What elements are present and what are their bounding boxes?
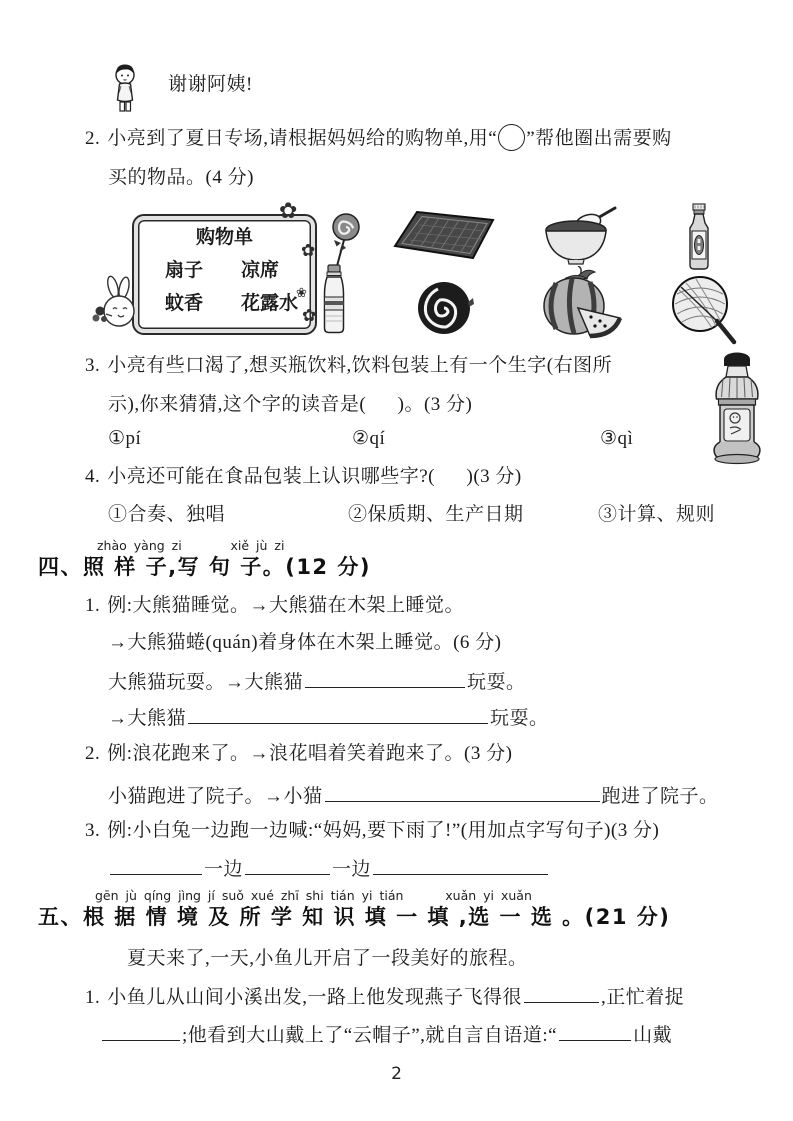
section-4-pinyin: zhào yàng zi xiě jù zi (97, 538, 285, 553)
section-4-q1-example-2: →大熊猫蜷(quán)着身体在木架上睡觉。(6 分) (108, 632, 502, 653)
flower-icon: ✿ (279, 199, 298, 224)
question-3-option-3: ③qì (600, 428, 634, 449)
answer-blank (325, 782, 600, 802)
soup-bowl-image (538, 204, 622, 268)
section-5-q1-line-1: 1. 小鱼儿从山间小溪出发,一路上他发现燕子飞得很 ,正忙着捉 (85, 983, 684, 1011)
question-3-option-2: ②qí (352, 428, 386, 449)
round-fan-image (670, 274, 738, 346)
shopping-item-fan: 扇子 (165, 260, 204, 281)
shopping-item-floral-water: 花露水 (241, 293, 299, 314)
flower-icon: ❀ (296, 286, 307, 301)
mosquito-coil-image (414, 278, 476, 340)
question-3-number: 3. (85, 355, 101, 376)
question-3-line-2: 示),你来猜猜,这个字的读音是( )。(3 分) (108, 394, 473, 415)
question-3-text: 小亮有些口渴了,想买瓶饮料,饮料包装上有一个生字(右图所 (107, 355, 613, 376)
shopping-list-title: 购物单 (195, 227, 253, 248)
section-4-q1-number: 1. (85, 595, 101, 616)
question-4-line-1 (85, 464, 522, 490)
answer-blank (373, 855, 548, 875)
question-4-option-1: ①合奏、独唱 (108, 504, 226, 525)
question-4-number: 4. (85, 466, 101, 487)
answer-blank (559, 1021, 631, 1041)
soda-bottle-image (694, 350, 780, 468)
question-4-option-2: ②保质期、生产日期 (348, 504, 524, 525)
question-3-line-1 (85, 353, 612, 379)
answer-blank (524, 983, 599, 1003)
shopping-list-board (134, 216, 315, 333)
section-4-q3-fill: 一边 一边 (108, 855, 550, 883)
circle-mark-icon (498, 124, 525, 151)
page-number: 2 (391, 1064, 402, 1084)
question-4-option-3: ③计算、规则 (598, 504, 716, 525)
answer-blank (102, 1021, 180, 1041)
section-4-q2-fill: 小猫跑进了院子。→小猫 跑进了院子。 (108, 782, 719, 810)
question-2-text-pre: 小亮到了夏日专场,请根据妈妈给的购物单,用“ (107, 128, 498, 149)
question-2-line-2: 买的物品。(4 分) (108, 167, 254, 188)
dialogue-text: 谢谢阿姨! (168, 74, 253, 95)
section-4-q1-fill-1: 大熊猫玩耍。→大熊猫 玩耍。 (108, 668, 526, 696)
sauce-bottle-image (684, 203, 714, 271)
answer-blank (188, 704, 488, 724)
section-4-q1-example-1: 1. 例:大熊猫睡觉。→大熊猫在木架上睡觉。 (85, 593, 464, 619)
section-5-pinyin: gēn jù qíng jìng jí suǒ xué zhī shi tián yi tián xuǎn yi xuǎn (95, 888, 532, 903)
flower-icon: ✿ (301, 241, 316, 261)
watermelon-image (538, 266, 624, 340)
question-4-text: 小亮还可能在食品包装上认识哪些字?( )(3 分) (107, 466, 522, 487)
section-4-q2-number: 2. (85, 743, 101, 764)
answer-blank (245, 855, 330, 875)
answer-blank (110, 855, 202, 875)
question-2-number: 2. (85, 128, 101, 149)
section-4-q3-example: 3. 例:小白兔一边跑一边喊:“妈妈,要下雨了!”(用加点字写句子)(3 分) (85, 818, 659, 844)
section-5-intro: 夏天来了,一天,小鱼儿开启了一段美好的旅程。 (127, 948, 528, 969)
shopping-list-row-2 (138, 293, 311, 315)
lollipop-image (322, 210, 366, 270)
shopping-item-mat: 凉席 (241, 260, 280, 281)
question-3-option-1: ①pí (108, 428, 142, 449)
section-4-q2-example: 2. 例:浪花跑来了。→浪花唱着笑着跑来了。(3 分) (85, 741, 512, 767)
shopping-list-row-1 (138, 260, 311, 282)
bamboo-mat-image (393, 208, 497, 262)
boy-image (106, 60, 144, 114)
rabbit-image (90, 274, 146, 340)
section-4-title: 四、照 样 子,写 句 子。(12 分) (38, 555, 371, 579)
answer-blank (305, 668, 465, 688)
section-4-q3-number: 3. (85, 820, 101, 841)
section-5-q1-number: 1. (85, 987, 101, 1008)
section-4-q1-fill-2: →大熊猫 玩耍。 (108, 704, 549, 732)
question-2-text-post: ”帮他圈出需要购 (526, 128, 672, 149)
flower-icon: ✿ (302, 306, 317, 326)
shopping-item-coil: 蚊香 (165, 293, 204, 314)
question-2-line-1 (85, 124, 672, 152)
section-5-q1-line-2: ;他看到大山戴上了“云帽子”,就自言自语道:“ 山戴 (100, 1021, 672, 1049)
section-5-title: 五、根 据 情 境 及 所 学 知 识 填 一 填 ,选 一 选 。(21 分) (38, 905, 671, 929)
water-bottle-image (318, 264, 350, 336)
